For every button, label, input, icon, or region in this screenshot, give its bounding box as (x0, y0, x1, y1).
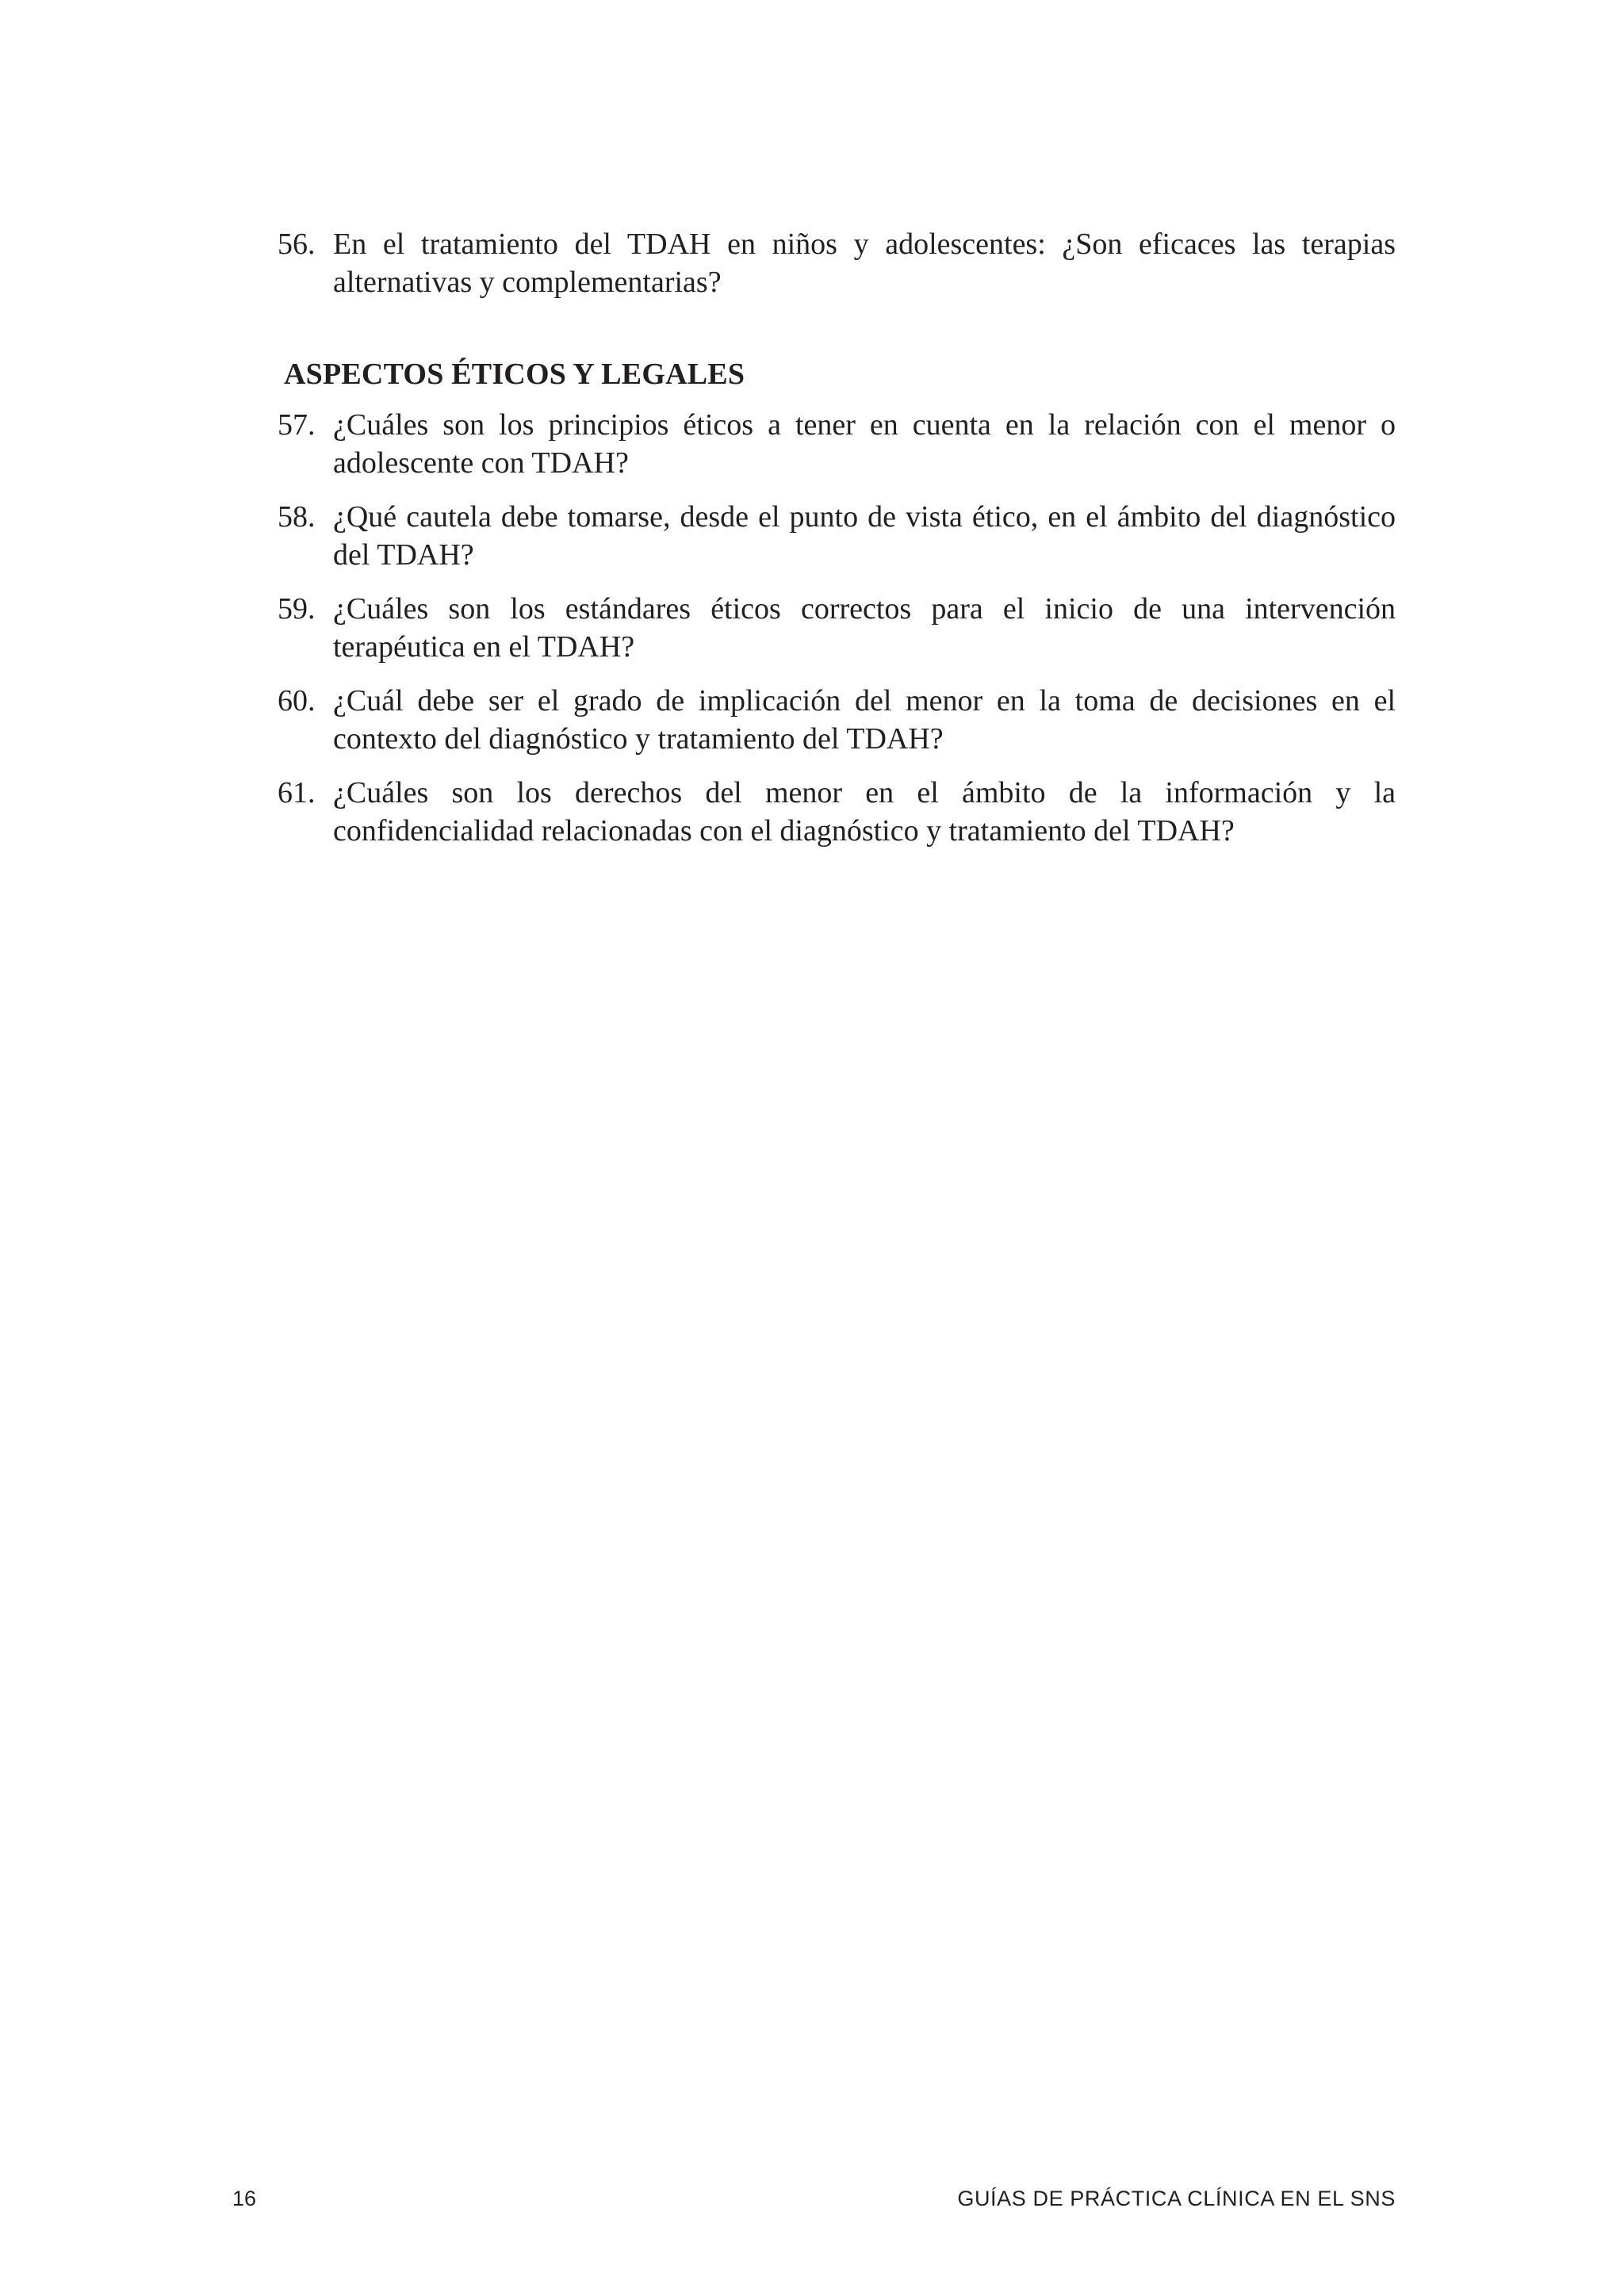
question-number: 58. (278, 500, 316, 534)
question-text: ¿Qué cautela debe tomarse, desde el punto de vista ético, en el ámbito del diagnóstico del TDAH? (333, 500, 1396, 572)
running-title: GUÍAS DE PRÁCTICA CLÍNICA EN EL SNS (957, 2187, 1396, 2210)
question-item (278, 682, 1396, 758)
question-item (278, 774, 1396, 850)
question-text: ¿Cuál debe ser el grado de implicación del menor en la toma de decisiones en el contexto del diagnóstico y tratamiento del TDAH? (333, 684, 1396, 756)
question-item (278, 406, 1396, 482)
question-list-ethics (278, 406, 1396, 850)
question-text: ¿Cuáles son los derechos del menor en el ámbito de la información y la confidencialidad relacionadas con el diagnóstico y tratamiento del TDAH? (333, 776, 1396, 848)
question-item (278, 590, 1396, 666)
page-content (278, 225, 1396, 866)
question-text: En el tratamiento del TDAH en niños y adolescentes: ¿Son eficaces las terapias alternativas y complementarias? (333, 228, 1396, 299)
question-number: 57. (278, 408, 316, 442)
question-number: 61. (278, 776, 316, 809)
page-footer (232, 2185, 1396, 2212)
question-number: 60. (278, 684, 316, 718)
section-heading: ASPECTOS ÉTICOS Y LEGALES (284, 358, 745, 391)
question-item (278, 225, 1396, 301)
question-item (278, 498, 1396, 574)
question-number: 59. (278, 592, 316, 626)
question-text: ¿Cuáles son los principios éticos a tener en cuenta en la relación con el menor o adolescente con TDAH? (333, 408, 1396, 480)
question-number: 56. (278, 228, 316, 261)
question-list-pre (278, 225, 1396, 301)
question-text: ¿Cuáles son los estándares éticos correctos para el inicio de una intervención terapéutica en el TDAH? (333, 592, 1396, 664)
page-number: 16 (232, 2187, 257, 2210)
